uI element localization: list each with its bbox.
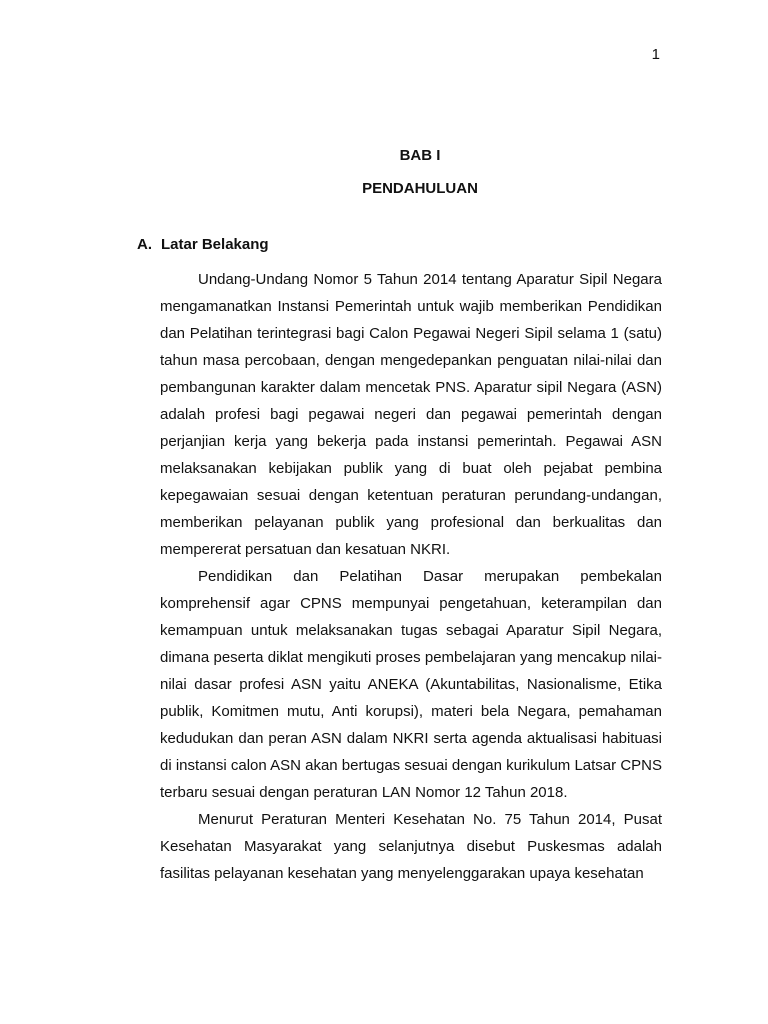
chapter-title: PENDAHULUAN [362,180,478,197]
section-heading [137,236,269,254]
body-text [160,266,662,887]
section-title: Latar Belakang [161,236,269,253]
paragraph: Pendidikan dan Pelatihan Dasar merupakan pembekalan komprehensif agar CPNS mempunyai pengetahuan, keterampilan dan kemampuan untuk melaksanakan tugas sebagai Aparatur Sipil Negara, dimana peserta diklat mengikuti proses pembelajaran yang mencakup nilai-nilai dasar profesi ASN yaitu ANEKA (Akuntabilitas, Nasionalisme, Etika publik, Komitmen mutu, Anti korupsi), materi bela Negara, pemahaman kedudukan dan peran ASN dalam NKRI serta agenda aktualisasi habituasi di instansi calon ASN akan bertugas sesuai dengan kurikulum Latsar CPNS terbaru sesuai dengan peraturan LAN Nomor 12 Tahun 2018. [160,568,662,801]
section-letter: A. [137,236,152,253]
chapter-label: BAB I [399,147,441,164]
paragraph: Undang-Undang Nomor 5 Tahun 2014 tentang Aparatur Sipil Negara mengamanatkan Instansi Pemerintah untuk wajib memberikan Pendidikan dan Pelatihan terintegrasi bagi Calon Pegawai Negeri Sipil selama 1 (satu) tahun masa percobaan, dengan mengedepankan penguatan nilai-nilai dan pembangunan karakter dalam mencetak PNS. Aparatur sipil Negara (ASN) adalah profesi bagi pegawai negeri dan pegawai pemerintah dengan perjanjian kerja yang bekerja pada instansi pemerintah. Pegawai ASN melaksanakan kebijakan publik yang di buat oleh pejabat pembina kepegawaian sesuai dengan ketentuan peraturan perundang-undangan, memberikan pelayanan publik yang profesional dan berkualitas dan mempererat persatuan dan kesatuan NKRI. [160,271,662,558]
paragraph: Menurut Peraturan Menteri Kesehatan No. 75 Tahun 2014, Pusat Kesehatan Masyarakat yang selanjutnya disebut Puskesmas adalah fasilitas pelayanan kesehatan yang menyelenggarakan upaya kesehatan [160,811,662,882]
page-number: 1 [651,46,660,63]
